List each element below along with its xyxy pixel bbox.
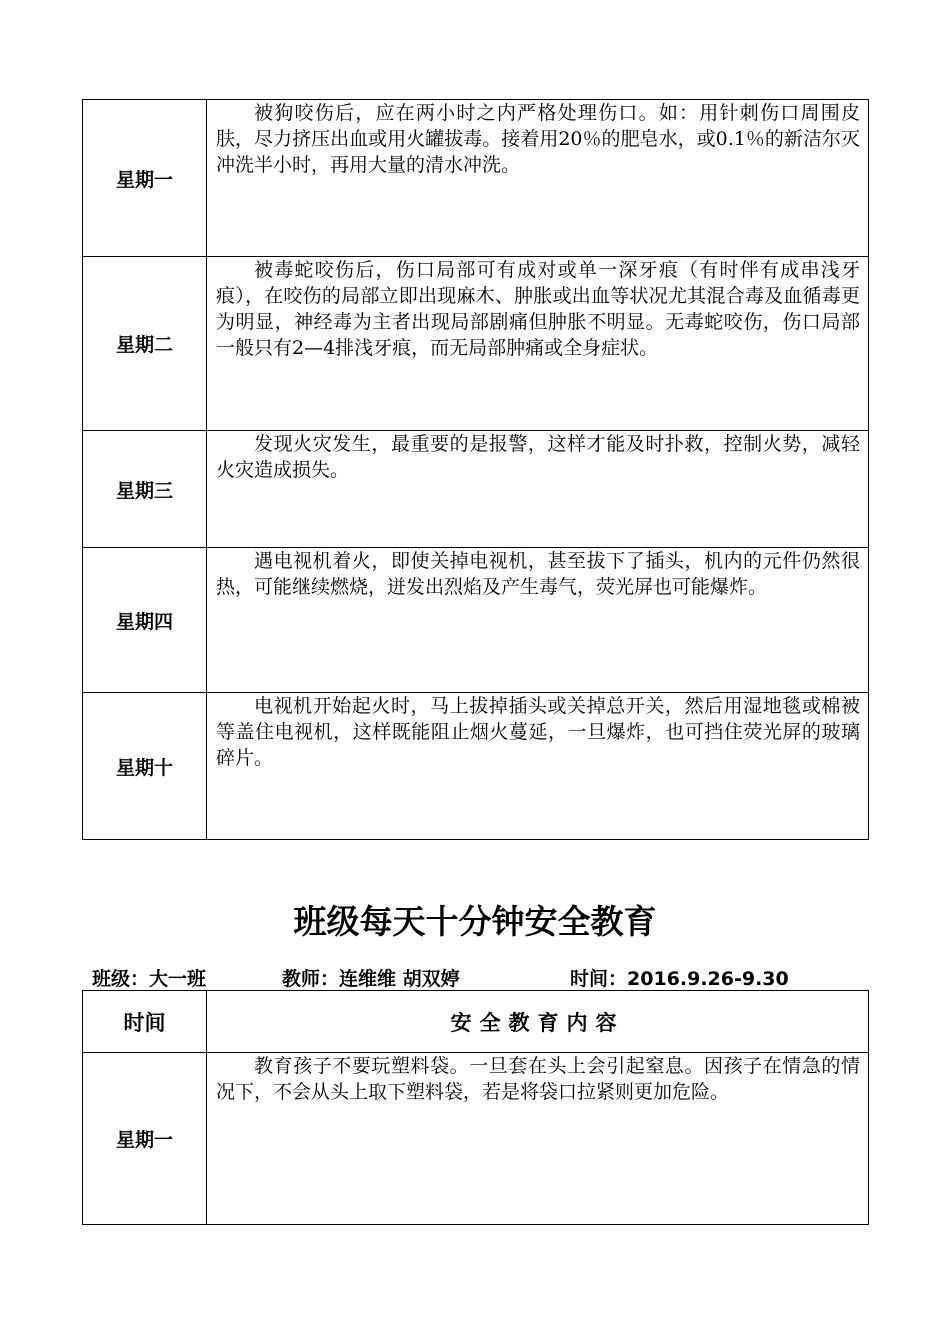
- table-row: [83, 693, 869, 840]
- content-text: 被毒蛇咬伤后，伤口局部可有成对或单一深牙痕（有时伴有成串浅牙痕），在咬伤的局部立即出现麻木、肿胀或出血等状况尤其混合毒及血循毒更为明显，神经毒为主者出现局部剧痛但肿胀不明显。无毒蛇咬伤，伤口局部一般只有2—4排浅牙痕，而无局部肿痛或全身症状。: [216, 259, 860, 359]
- class-info-line: [92, 964, 872, 991]
- day-cell: 星期二: [83, 257, 207, 431]
- content-cell: [207, 100, 869, 257]
- safety-table-week-1: [82, 99, 869, 840]
- day-cell: 星期一: [83, 1053, 207, 1225]
- day-cell: 星期四: [83, 548, 207, 693]
- content-cell: [207, 1053, 869, 1225]
- teacher-label: 教师：连维维 胡双婷: [282, 968, 460, 990]
- content-cell: [207, 257, 869, 431]
- header-time: 时间: [83, 991, 207, 1053]
- content-text: 电视机开始起火时，马上拔掉插头或关掉总开关，然后用湿地毯或棉被等盖住电视机，这样既能阻止烟火蔓延，一旦爆炸，也可挡住荧光屏的玻璃碎片。: [216, 695, 860, 769]
- header-content: 安全教育内容: [207, 991, 869, 1053]
- content-text: 发现火灾发生，最重要的是报警，这样才能及时扑救，控制火势，减轻火灾造成损失。: [216, 433, 860, 481]
- content-text: 教育孩子不要玩塑料袋。一旦套在头上会引起窒息。因孩子在情急的情况下，不会从头上取下塑料袋，若是将袋口拉紧则更加危险。: [216, 1055, 860, 1103]
- content-cell: [207, 431, 869, 548]
- page-title: 班级每天十分钟安全教育: [293, 902, 657, 941]
- day-cell: 星期三: [83, 431, 207, 548]
- table-row: [83, 431, 869, 548]
- table-row: [83, 257, 869, 431]
- table-row: [83, 548, 869, 693]
- day-cell: 星期一: [83, 100, 207, 257]
- table-row: [83, 1053, 869, 1225]
- day-cell: 星期十: [83, 693, 207, 840]
- safety-table-week-2: [82, 990, 869, 1225]
- content-cell: [207, 548, 869, 693]
- content-cell: [207, 693, 869, 840]
- content-text: 被狗咬伤后，应在两小时之内严格处理伤口。如：用针刺伤口周围皮肤，尽力挤压出血或用火罐拔毒。接着用20％的肥皂水，或0.1％的新洁尔灭冲洗半小时，再用大量的清水冲洗。: [216, 102, 860, 176]
- time-label: 时间：2016.9.26-9.30: [570, 968, 789, 990]
- table-row: [83, 100, 869, 257]
- class-label: 班级：大一班: [92, 968, 207, 990]
- table-header-row: [83, 991, 869, 1053]
- content-text: 遇电视机着火，即使关掉电视机，甚至拔下了插头，机内的元件仍然很热，可能继续燃烧，迸发出烈焰及产生毒气，荧光屏也可能爆炸。: [216, 550, 860, 598]
